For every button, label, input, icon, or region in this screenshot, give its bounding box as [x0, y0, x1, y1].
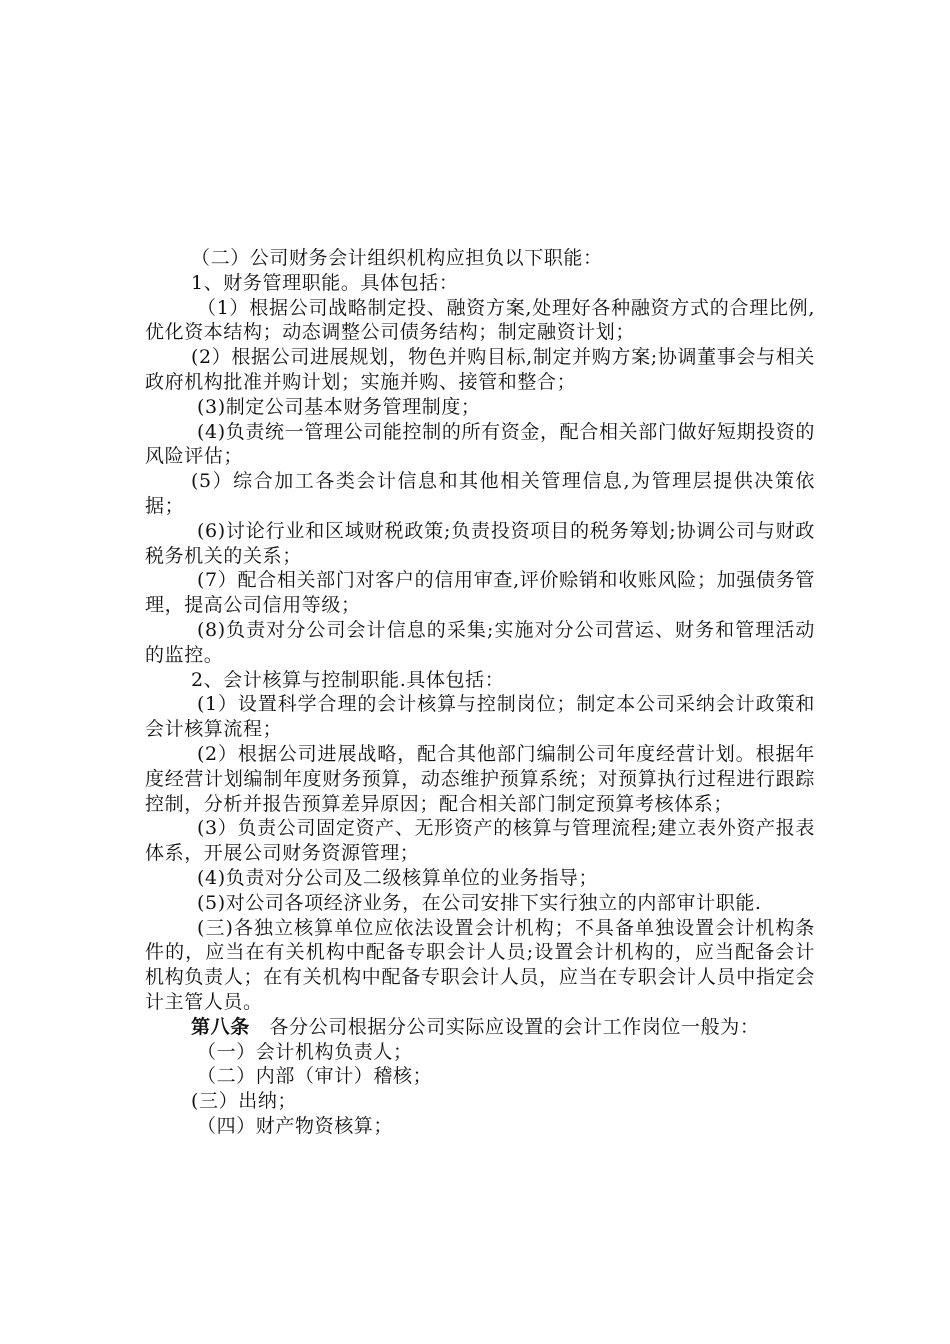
fm-item-7: (7）配合相关部门对客户的信用审查,评价赊销和收账风险；加强债务管理，提高公司信用等级；	[145, 569, 815, 617]
section-3-paragraph: (三)各独立核算单位应依法设置会计机构；不具备单独设置会计机构条件的，应当在有关机构中配备专职会计人员;设置会计机构的，应当配备会计机构负责人；在有关机构中配备专职会计人员，应当在专职会计人员中指定会计主管人员。	[145, 916, 815, 1013]
ac-item-1: (1）设置科学合理的会计核算与控制岗位；制定本公司采纳会计政策和会计核算流程；	[145, 693, 815, 741]
fm-item-6: (6)讨论行业和区域财税政策;负责投资项目的税务筹划;协调公司与财政税务机关的关系；	[145, 519, 815, 567]
fm-item-2: (2）根据公司进展规划，物色并购目标,制定并购方案;协调董事会与相关政府机构批准并购计划；实施并购、接管和整合；	[145, 346, 815, 393]
document-body	[145, 246, 815, 1139]
article-8-text: 各分公司根据分公司实际应设置的会计工作岗位一般为：	[249, 1015, 760, 1038]
fm-item-3: (3)制定公司基本财务管理制度；	[197, 395, 481, 418]
fm-item-1: （1）根据公司战略制定投、融资方案,处理好各种融资方式的合理比例,优化资本结构；动态调整公司债务结构；制定融资计划；	[145, 296, 815, 344]
accounting-control-heading: 2、会计核算与控制职能.具体包括：	[191, 668, 505, 691]
art8-item-3: (三）出纳；	[191, 1090, 298, 1113]
fm-item-5: (5）综合加工各类会计信息和其他相关管理信息,为管理层提供决策依据；	[145, 470, 815, 517]
article-8-label: 第八条	[191, 1015, 250, 1038]
art8-item-1: （一）会计机构负责人；	[197, 1040, 413, 1063]
art8-item-4: （四）财产物资核算；	[197, 1114, 394, 1137]
ac-item-2: (2）根据公司进展战略，配合其他部门编制公司年度经营计划。根据年度经营计划编制年度财务预算，动态维护预算系统；对预算执行过程进行跟踪控制，分析并报告预算差异原因；配合相关部门制定预算考核体系；	[145, 742, 815, 815]
fm-item-4: (4)负责统一管理公司能控制的所有资金，配合相关部门做好短期投资的风险评估；	[145, 420, 815, 468]
art8-item-2: （二）内部（审计）稽核；	[197, 1065, 433, 1088]
financial-management-heading: 1、财务管理职能。具体包括：	[191, 271, 459, 294]
article-8-paragraph	[145, 1015, 815, 1040]
ac-item-3: (3）负责公司固定资产、无形资产的核算与管理流程;建立表外资产报表体系，开展公司财务资源管理；	[145, 817, 815, 865]
section-2-heading: （二）公司财务会计组织机构应担负以下职能：	[191, 247, 603, 269]
ac-item-5: (5)对公司各项经济业务，在公司安排下实行独立的内部审计职能.	[197, 891, 762, 914]
ac-item-4: (4)负责对分公司及二级核算单位的业务指导；	[197, 866, 599, 889]
fm-item-8: (8)负责对分公司会计信息的采集;实施对分公司营运、财务和管理活动的监控。	[145, 618, 815, 666]
